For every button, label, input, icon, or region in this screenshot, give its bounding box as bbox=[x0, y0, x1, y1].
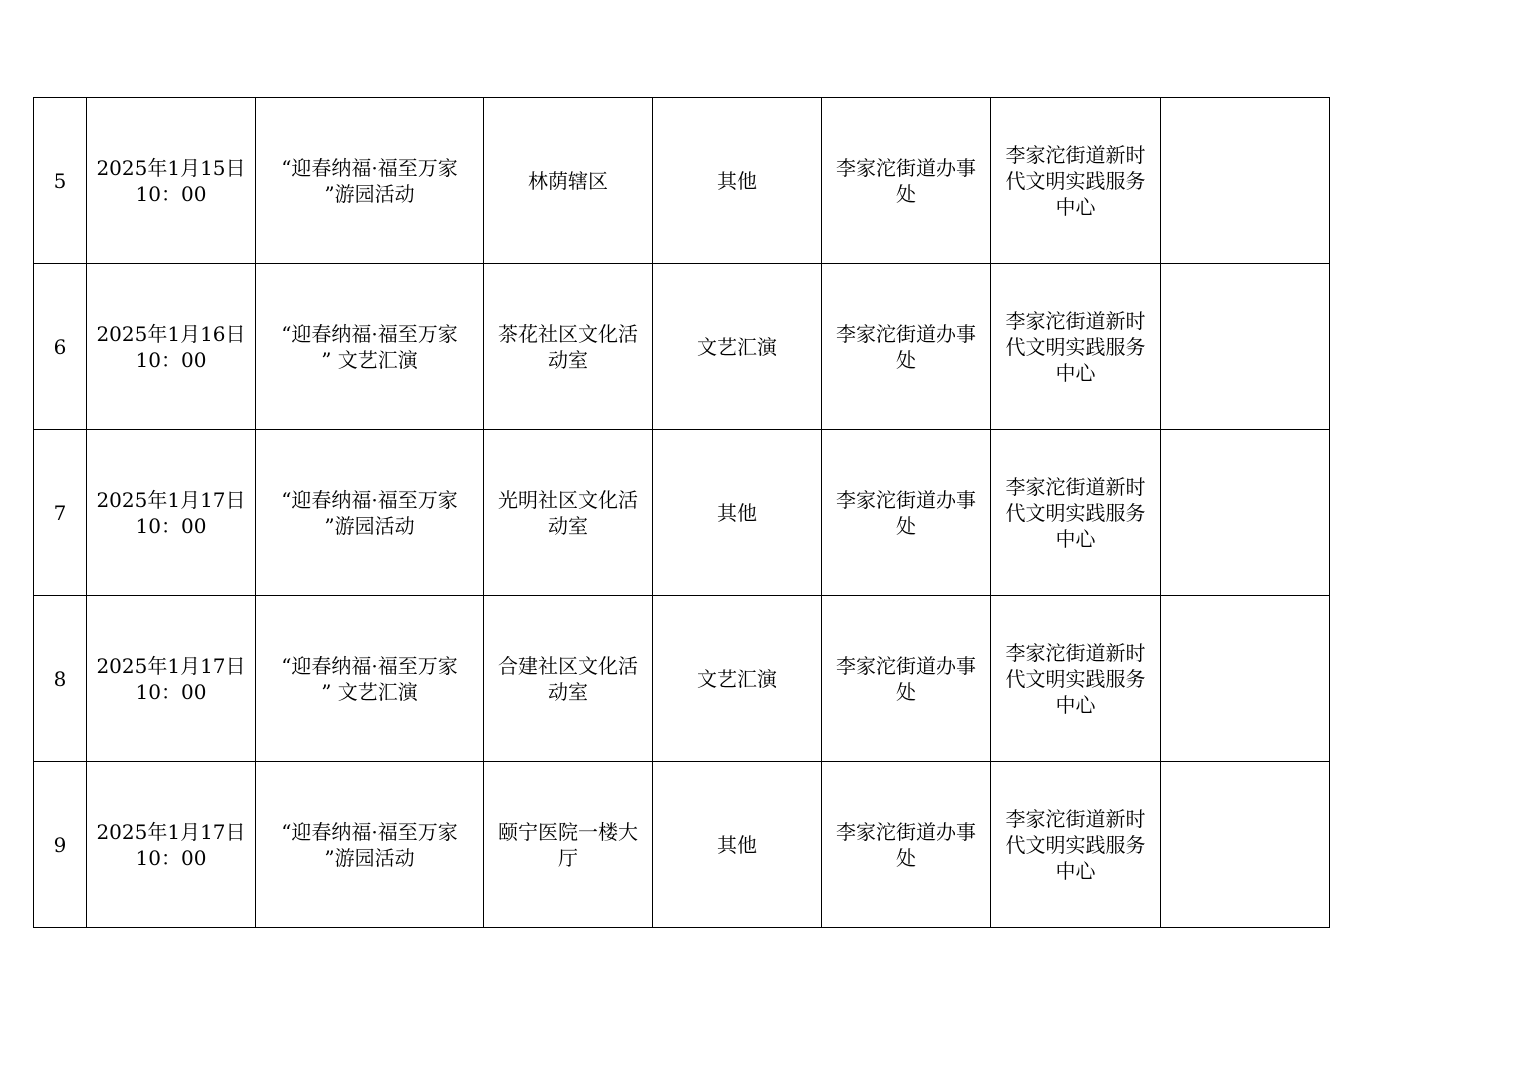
row-number-cell: 9 bbox=[34, 762, 87, 928]
datetime-cell: 2025年1月16日 10：00 bbox=[87, 264, 256, 430]
organizer-cell: 李家沱街道办事 处 bbox=[822, 264, 991, 430]
host-cell: 李家沱街道新时 代文明实践服务 中心 bbox=[991, 264, 1161, 430]
activity-name-cell: “迎春纳福·福至万家 ”游园活动 bbox=[256, 430, 484, 596]
organizer-cell: 李家沱街道办事 处 bbox=[822, 596, 991, 762]
organizer-cell: 李家沱街道办事 处 bbox=[822, 98, 991, 264]
category-cell: 其他 bbox=[653, 762, 822, 928]
datetime-cell: 2025年1月17日 10：00 bbox=[87, 430, 256, 596]
event-table bbox=[33, 97, 1330, 928]
organizer-cell: 李家沱街道办事 处 bbox=[822, 762, 991, 928]
host-cell: 李家沱街道新时 代文明实践服务 中心 bbox=[991, 98, 1161, 264]
table-row bbox=[34, 98, 1330, 264]
location-cell: 林荫辖区 bbox=[484, 98, 653, 264]
datetime-cell: 2025年1月17日 10：00 bbox=[87, 762, 256, 928]
location-cell: 光明社区文化活 动室 bbox=[484, 430, 653, 596]
remark-cell bbox=[1161, 596, 1330, 762]
remark-cell bbox=[1161, 264, 1330, 430]
category-cell: 其他 bbox=[653, 430, 822, 596]
row-number-cell: 7 bbox=[34, 430, 87, 596]
location-cell: 茶花社区文化活 动室 bbox=[484, 264, 653, 430]
datetime-cell: 2025年1月15日 10：00 bbox=[87, 98, 256, 264]
category-cell: 文艺汇演 bbox=[653, 596, 822, 762]
category-cell: 其他 bbox=[653, 98, 822, 264]
datetime-cell: 2025年1月17日 10：00 bbox=[87, 596, 256, 762]
table-row bbox=[34, 596, 1330, 762]
organizer-cell: 李家沱街道办事 处 bbox=[822, 430, 991, 596]
activity-name-cell: “迎春纳福·福至万家 ”游园活动 bbox=[256, 762, 484, 928]
table-row bbox=[34, 762, 1330, 928]
row-number-cell: 5 bbox=[34, 98, 87, 264]
remark-cell bbox=[1161, 430, 1330, 596]
activity-name-cell: “迎春纳福·福至万家 ”游园活动 bbox=[256, 98, 484, 264]
host-cell: 李家沱街道新时 代文明实践服务 中心 bbox=[991, 762, 1161, 928]
row-number-cell: 6 bbox=[34, 264, 87, 430]
remark-cell bbox=[1161, 98, 1330, 264]
remark-cell bbox=[1161, 762, 1330, 928]
location-cell: 合建社区文化活 动室 bbox=[484, 596, 653, 762]
host-cell: 李家沱街道新时 代文明实践服务 中心 bbox=[991, 430, 1161, 596]
activity-name-cell: “迎春纳福·福至万家 ” 文艺汇演 bbox=[256, 264, 484, 430]
table-row bbox=[34, 430, 1330, 596]
location-cell: 颐宁医院一楼大 厅 bbox=[484, 762, 653, 928]
activity-name-cell: “迎春纳福·福至万家 ” 文艺汇演 bbox=[256, 596, 484, 762]
host-cell: 李家沱街道新时 代文明实践服务 中心 bbox=[991, 596, 1161, 762]
table-row bbox=[34, 264, 1330, 430]
category-cell: 文艺汇演 bbox=[653, 264, 822, 430]
row-number-cell: 8 bbox=[34, 596, 87, 762]
